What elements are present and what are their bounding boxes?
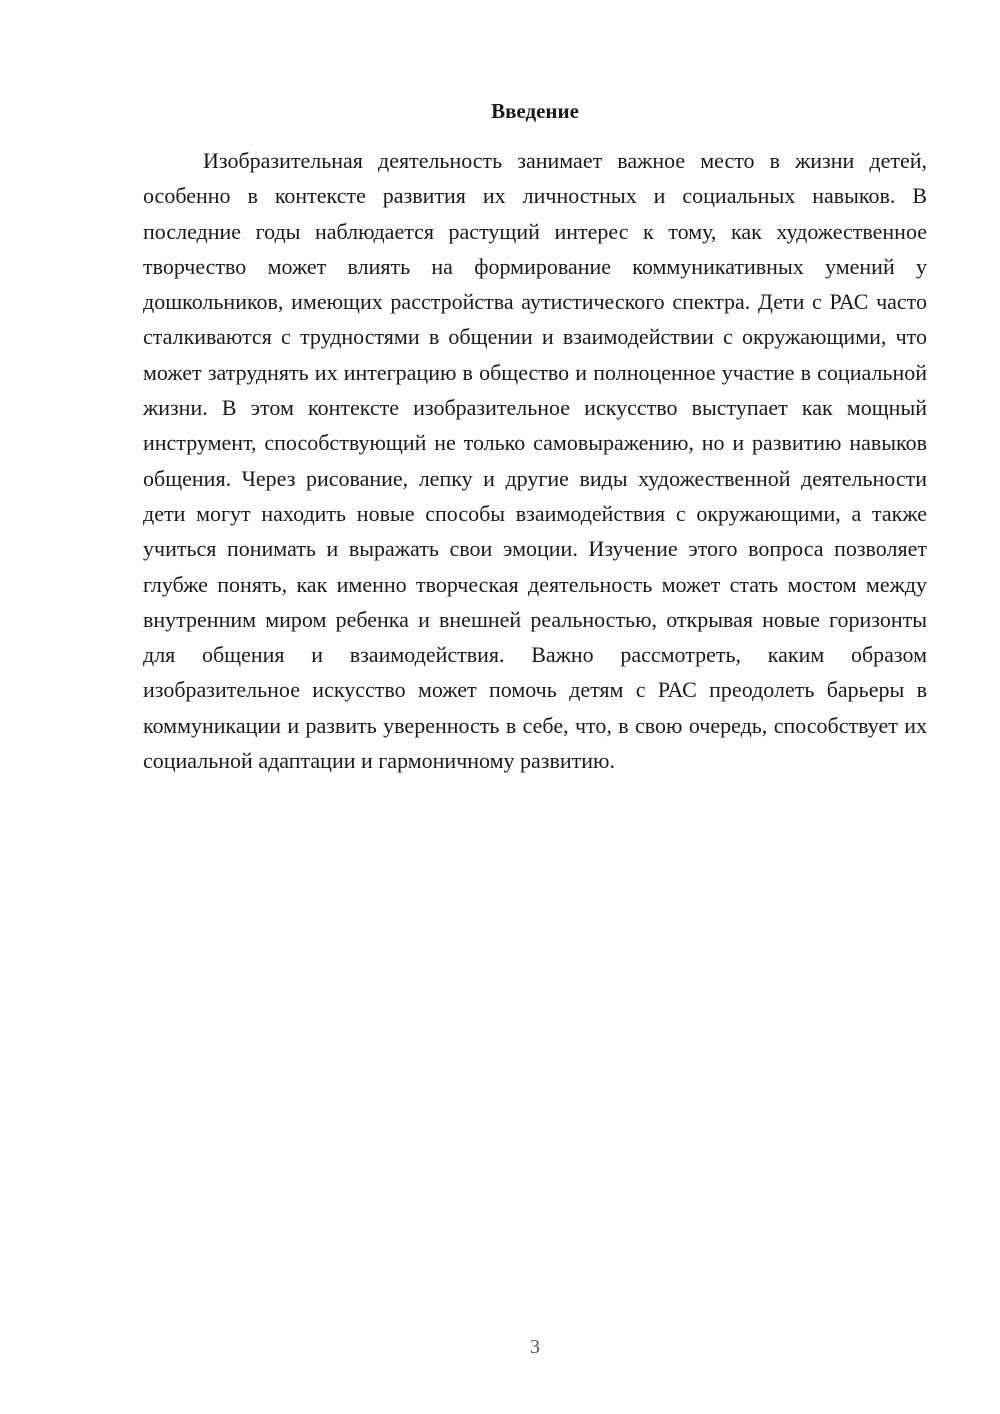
page-number: 3 xyxy=(530,1336,540,1358)
section-heading xyxy=(143,96,927,126)
section-heading-text: Введение xyxy=(491,99,579,123)
body-paragraph: Изобразительная деятельность занимает важное место в жизни детей, особенно в контексте развития их личностных и социальных навыков. В последние годы наблюдается растущий интерес к тому, как художественное творчество может влиять на формирование коммуникативных умений у дошкольников, имеющих расстройства аутистического спектра. Дети с РАС часто сталкиваются с трудностями в общении и взаимодействии с окружающими, что может затруднять их интеграцию в общество и полноценное участие в социальной жизни. В этом контексте изобразительное искусство выступает как мощный инструмент, способствующий не только самовыражению, но и развитию навыков общения. Через рисование, лепку и другие виды художественной деятельности дети могут находить новые способы взаимодействия с окружающими, а также учиться понимать и выражать свои эмоции. Изучение этого вопроса позволяет глубже понять, как именно творческая деятельность может стать мостом между внутренним миром ребенка и внешней реальностью, открывая новые горизонты для общения и взаимодействия. Важно рассмотреть, каким образом изобразительное искусство может помочь детям с РАС преодолеть барьеры в коммуникации и развить уверенность в себе, что, в свою очередь, способствует их социальной адаптации и гармоничному развитию. xyxy=(143,148,927,774)
